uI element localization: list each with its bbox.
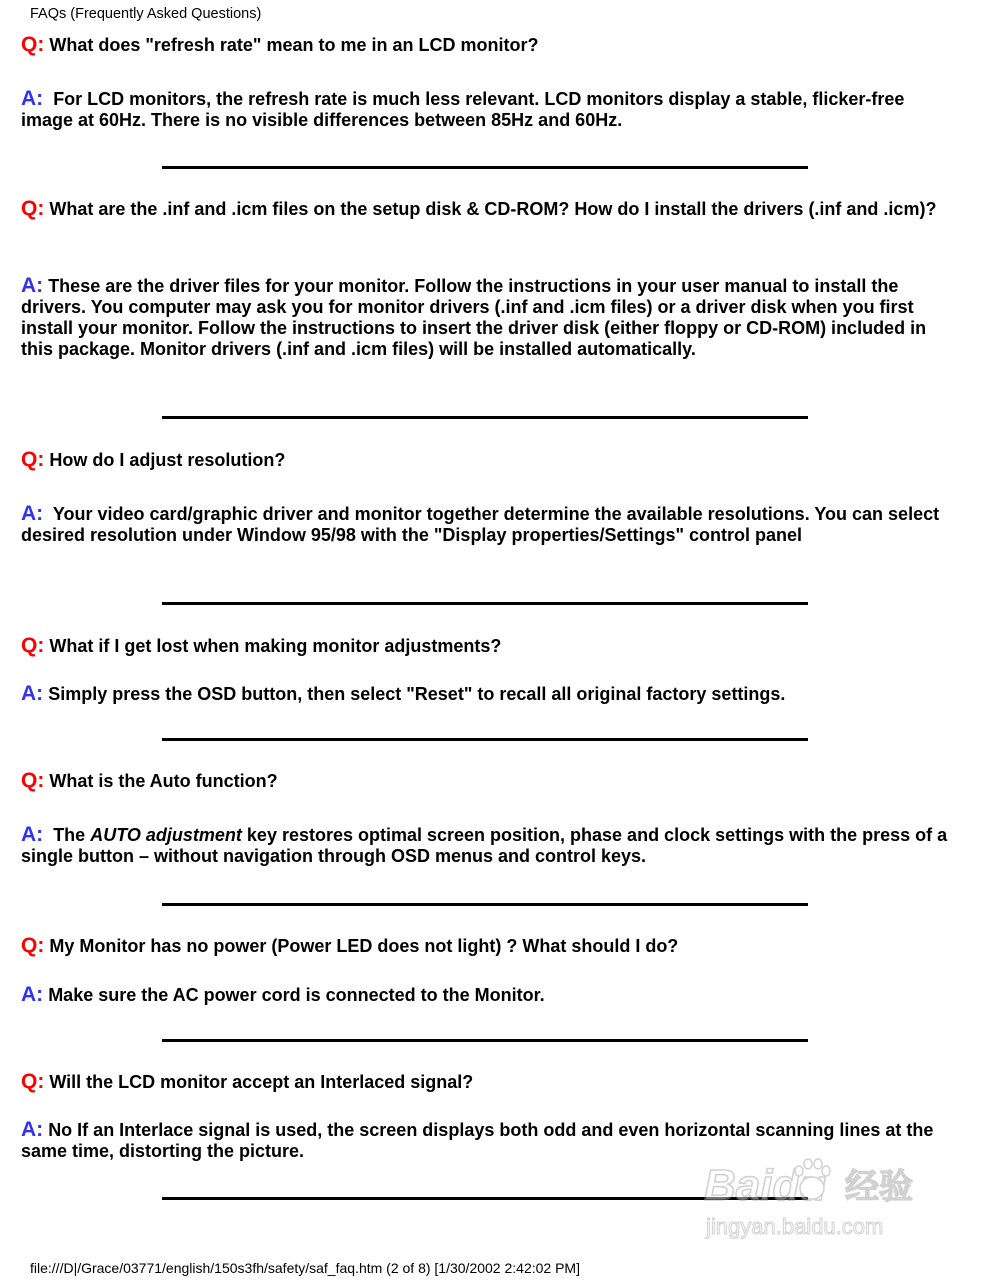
faq-question-1 bbox=[21, 34, 956, 56]
divider bbox=[162, 738, 808, 741]
a-label: A: bbox=[21, 274, 44, 297]
a-label: A: bbox=[21, 823, 44, 846]
faq-question-5 bbox=[21, 770, 956, 792]
answer-text: For LCD monitors, the refresh rate is much less relevant. LCD monitors display a stable, flicker-free image at 60Hz. There is no visible differences between 85Hz and 60Hz. bbox=[21, 89, 905, 130]
divider bbox=[162, 166, 808, 169]
divider bbox=[162, 903, 808, 906]
faq-question-6 bbox=[21, 935, 956, 957]
a-label: A: bbox=[21, 1118, 44, 1141]
question-text: What if I get lost when making monitor adjustments? bbox=[49, 636, 502, 656]
answer-text: No If an Interlace signal is used, the screen displays both odd and even horizontal scanning lines at the same time, distorting the picture. bbox=[21, 1120, 934, 1161]
answer-text: key restores optimal screen position, phase and clock settings with the press of a single button – without navigation through OSD menus and control keys. bbox=[21, 825, 948, 866]
faq-answer-1 bbox=[21, 88, 956, 131]
q-label: Q: bbox=[21, 634, 45, 657]
q-label: Q: bbox=[21, 934, 45, 957]
question-text: How do I adjust resolution? bbox=[49, 450, 286, 470]
q-label: Q: bbox=[21, 448, 45, 471]
divider bbox=[162, 1039, 808, 1042]
answer-text: Your video card/graphic driver and monitor together determine the available resolutions. You can select desired resolution under Window 95/98 with the "Display properties/Settings" control panel bbox=[21, 504, 940, 545]
question-text: What are the .inf and .icm files on the setup disk & CD-ROM? How do I install the drivers (.inf and .icm)? bbox=[49, 199, 937, 219]
answer-emphasis: AUTO adjustment bbox=[90, 825, 242, 845]
a-label: A: bbox=[21, 502, 44, 525]
watermark-brand: Baidu bbox=[704, 1161, 827, 1210]
question-text: Will the LCD monitor accept an Interlaced signal? bbox=[49, 1072, 474, 1092]
question-text: My Monitor has no power (Power LED does not light) ? What should I do? bbox=[49, 936, 679, 956]
q-label: Q: bbox=[21, 1070, 45, 1093]
divider bbox=[162, 416, 808, 419]
answer-text: Make sure the AC power cord is connected to the Monitor. bbox=[48, 985, 545, 1005]
q-label: Q: bbox=[21, 33, 45, 56]
faq-answer-5 bbox=[21, 824, 956, 867]
watermark-url: jingyan.baidu.com bbox=[706, 1214, 884, 1239]
faq-answer-3 bbox=[21, 503, 956, 546]
watermark-chinese: 经验 bbox=[845, 1167, 913, 1207]
faq-question-2 bbox=[21, 198, 956, 220]
question-text: What does "refresh rate" mean to me in an LCD monitor? bbox=[49, 35, 539, 55]
a-label: A: bbox=[21, 983, 44, 1006]
a-label: A: bbox=[21, 682, 44, 705]
page-title: FAQs (Frequently Asked Questions) bbox=[30, 6, 262, 22]
a-label: A: bbox=[21, 87, 44, 110]
divider bbox=[162, 602, 808, 605]
faq-answer-2 bbox=[21, 275, 956, 360]
faq-answer-4 bbox=[21, 683, 956, 705]
answer-text: These are the driver files for your monitor. Follow the instructions in your user manual to install the drivers. You computer may ask you for monitor drivers (.inf and .icm files) or a driver disk when you first install your monitor. Follow the instructions to insert the driver disk (either floppy or CD-ROM) included in this package. Monitor drivers (.inf and .icm files) will be installed automatically. bbox=[21, 276, 927, 359]
faq-question-4 bbox=[21, 635, 956, 657]
baidu-watermark-logo bbox=[700, 1150, 940, 1245]
q-label: Q: bbox=[21, 769, 45, 792]
faq-answer-6 bbox=[21, 984, 956, 1006]
faq-question-3 bbox=[21, 449, 956, 471]
answer-prefix: The bbox=[53, 825, 86, 845]
faq-question-7 bbox=[21, 1071, 956, 1093]
q-label: Q: bbox=[21, 197, 45, 220]
footer-file-path: file:///D|/Grace/03771/english/150s3fh/safety/saf_faq.htm (2 of 8) [1/30/2002 2:42:02 PM] bbox=[30, 1260, 580, 1276]
answer-text: Simply press the OSD button, then select "Reset" to recall all original factory settings. bbox=[48, 684, 786, 704]
question-text: What is the Auto function? bbox=[49, 771, 278, 791]
